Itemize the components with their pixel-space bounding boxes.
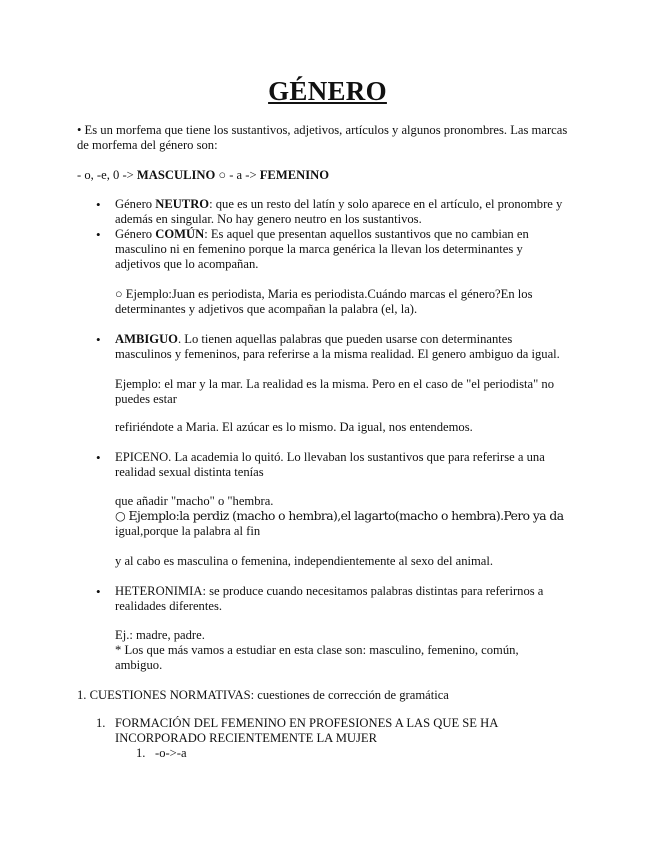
ambiguo-example-3: refiriéndote a Maria. El azúcar es lo mismo. Da igual, nos entendemos. bbox=[115, 420, 473, 434]
comun-example-2: determinantes y adjetivos que acompañan la palabra (el, la). bbox=[115, 302, 418, 316]
formacion-sub-text: -o->-a bbox=[155, 746, 187, 760]
intro-line-1: • Es un morfema que tiene los sustantivos, adjetivos, artículos y algunos pronombres. Las marcas bbox=[77, 123, 568, 137]
epiceno-line-2: realidad sexual distinta tenías bbox=[115, 465, 264, 479]
comun-pre: Género bbox=[115, 227, 156, 241]
bullet-ambiguo: • bbox=[96, 332, 101, 347]
neutro-pre: Género bbox=[115, 197, 156, 211]
formacion-number: 1. bbox=[96, 716, 106, 730]
heteronimia-line-2: realidades diferentes. bbox=[115, 599, 222, 613]
ambiguo-rest: . Lo tienen aquellas palabras que pueden usarse con determinantes bbox=[177, 332, 513, 346]
neutro-rest: : que es un resto del latín y solo aparece en el artículo, el pronombre y bbox=[209, 197, 563, 211]
neutro-line-2: además en singular. No hay genero neutro en los sustantivos. bbox=[115, 212, 422, 226]
ambiguo-example-1: Ejemplo: el mar y la mar. La realidad es la misma. Pero en el caso de "el periodista" no bbox=[115, 377, 555, 391]
gender-markers bbox=[77, 168, 329, 183]
comun-line-3: adjetivos que lo acompañan. bbox=[115, 257, 259, 271]
intro-line-2: de morfema del género son: bbox=[77, 138, 218, 152]
formacion-line-2: INCORPORADO RECIENTEMENTE LA MUJER bbox=[115, 731, 378, 745]
comun-line-1 bbox=[115, 227, 529, 242]
epiceno-example-3: y al cabo es masculina o femenina, independientemente al sexo del animal. bbox=[115, 554, 494, 568]
ambiguo-example-2: puedes estar bbox=[115, 392, 177, 406]
ambiguo-bold: AMBIGUO bbox=[115, 332, 178, 346]
comun-line-2: masculino ni en femenino porque la marca genérica la llevan los determinantes y bbox=[115, 242, 523, 256]
page-title: GÉNERO bbox=[268, 76, 387, 106]
comun-example-1: ○ Ejemplo:Juan es periodista, Maria es periodista.Cuándo marcas el género?En los bbox=[115, 287, 533, 301]
heteronimia-note-1: * Los que más vamos a estudiar en esta clase son: masculino, femenino, común, bbox=[115, 643, 519, 657]
formacion-sub-number: 1. bbox=[136, 746, 146, 760]
epiceno-example-1: ○ Ejemplo:la perdiz (macho o hembra),el lagarto(macho o hembra).Pero ya da bbox=[115, 509, 564, 523]
comun-bold: COMÚN bbox=[155, 227, 205, 241]
heteronimia-note-2: ambiguo. bbox=[115, 658, 163, 672]
bullet-comun: • bbox=[96, 227, 101, 242]
neutro-line-1 bbox=[115, 197, 562, 212]
markers-middle: ○ - a -> bbox=[215, 168, 260, 182]
cuestiones-heading: 1. CUESTIONES NORMATIVAS: cuestiones de corrección de gramática bbox=[77, 688, 449, 702]
bullet-neutro: • bbox=[96, 197, 101, 212]
heteronimia-example: Ej.: madre, padre. bbox=[115, 628, 205, 642]
bullet-heteronimia: • bbox=[96, 584, 101, 599]
heteronimia-line-1: HETERONIMIA: se produce cuando necesitamos palabras distintas para referirnos a bbox=[115, 584, 544, 598]
ambiguo-line-2: masculinos y femeninos, para referirse a la misma realidad. El genero ambiguo da igual. bbox=[115, 347, 560, 361]
formacion-line-1: FORMACIÓN DEL FEMENINO EN PROFESIONES A LAS QUE SE HA bbox=[115, 716, 499, 730]
bullet-epiceno: • bbox=[96, 450, 101, 465]
comun-rest: : Es aquel que presentan aquellos sustantivos que no cambian en bbox=[204, 227, 529, 241]
markers-masculino: MASCULINO bbox=[136, 168, 216, 182]
markers-femenino: FEMENINO bbox=[259, 168, 329, 182]
markers-prefix: - o, -e, 0 -> bbox=[77, 168, 137, 182]
epiceno-example-2: igual,porque la palabra al fin bbox=[115, 524, 261, 538]
epiceno-line-3: que añadir "macho" o "hembra. bbox=[115, 494, 274, 508]
ambiguo-line-1 bbox=[115, 332, 512, 347]
epiceno-line-1: EPICENO. La academia lo quitó. Lo llevaban los sustantivos que para referirse a una bbox=[115, 450, 545, 464]
neutro-bold: NEUTRO bbox=[155, 197, 210, 211]
